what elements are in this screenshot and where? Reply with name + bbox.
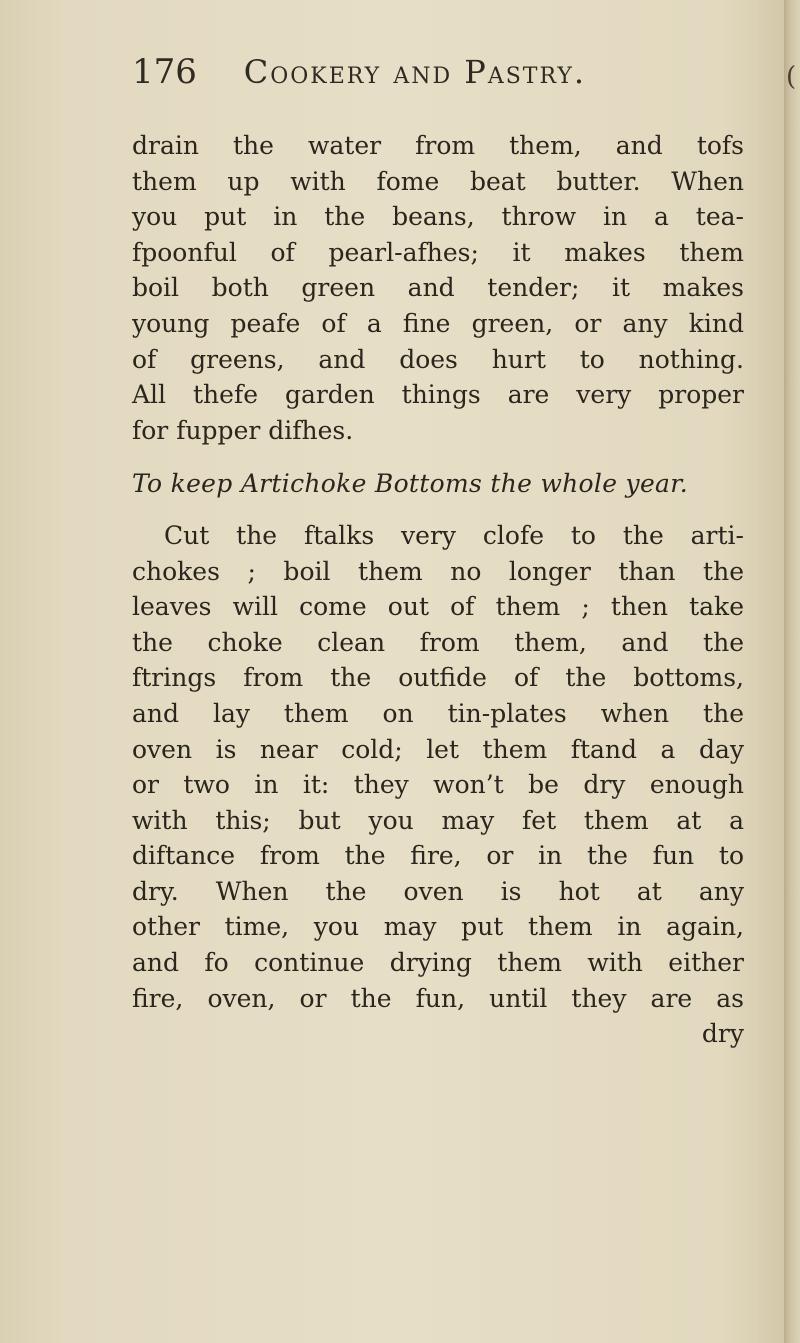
- text-line: boil both green and tender; it makes: [132, 273, 744, 303]
- text-line: leaves will come out of them ; then take: [132, 592, 744, 622]
- running-header: [132, 52, 586, 92]
- paragraph-1: [132, 128, 744, 448]
- text-line: young peafe of a fine green, or any kind: [132, 308, 744, 338]
- page-number: 176: [132, 52, 197, 92]
- paragraph-2: [132, 518, 744, 1052]
- text-line: fpoonful of pearl-afhes; it makes them: [132, 237, 744, 267]
- text-line: or two in it: they won’t be dry enough: [132, 770, 744, 800]
- text-line: ftrings from the outfide of the bottoms,: [132, 663, 744, 693]
- text-line: other time, you may put them in again,: [132, 912, 744, 942]
- text-line: oven is near cold; let them ftand a day: [132, 734, 744, 764]
- text-line: them up with fome beat butter. When: [132, 166, 744, 196]
- running-head-title: Cookery and Pastry.: [243, 53, 587, 91]
- text-line: of greens, and does hurt to nothing.: [132, 344, 744, 374]
- text-line: and fo continue drying them with either: [132, 948, 744, 978]
- text-line: Cut the ftalks very clofe to the arti-: [164, 520, 744, 550]
- text-line: you put in the beans, throw in a tea-: [132, 202, 744, 232]
- adjacent-page-mark: (: [786, 62, 797, 92]
- text-line: drain the water from them, and tofs: [132, 131, 744, 160]
- text-line: All thefe garden things are very proper: [132, 380, 744, 410]
- page-body: [132, 128, 744, 1052]
- text-line: diftance from the fire, or in the fun to: [132, 841, 744, 871]
- text-line: fire, oven, or the fun, until they are as: [132, 983, 744, 1013]
- section-heading: To keep Artichoke Bottoms the whole year.: [132, 469, 689, 499]
- text-line: the choke clean from them, and the: [132, 627, 744, 657]
- text-line: chokes ; boil them no longer than the: [132, 556, 744, 586]
- catchword: dry: [701, 1019, 744, 1049]
- text-line: and lay them on tin-plates when the: [132, 698, 744, 728]
- page-gutter: [784, 0, 800, 1343]
- text-line: for fupper difhes.: [132, 415, 354, 445]
- text-line: with this; but you may fet them at a: [132, 805, 744, 835]
- text-line: dry. When the oven is hot at any: [132, 876, 744, 906]
